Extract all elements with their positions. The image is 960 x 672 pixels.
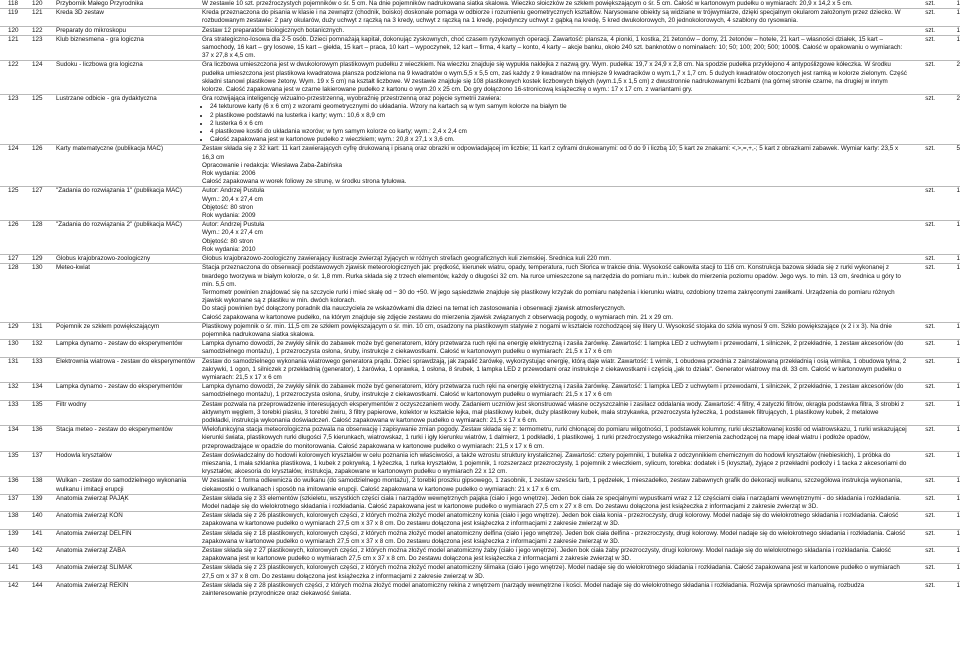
description-line: Termometr powinien znajdować się na szczycie rurki i mieć skalę od − 30 do +50. W jego sąsiedztwie znajduje się plastikowy krzyżak do pomiaru natężenia i kierunku wiatru, ozdobiony trzema zakręconymi zawiłkami. Urządzenia do pomiaru różnych zjawisk wykonane są z plastiku w min. dwóch kolorach. bbox=[202, 288, 895, 305]
product-description bbox=[200, 426, 909, 452]
description-line: Objętość: 80 stron bbox=[202, 237, 254, 245]
quantity: 1 bbox=[937, 0, 960, 9]
unit-label: szt. bbox=[909, 494, 937, 511]
product-description bbox=[200, 529, 909, 546]
unit-label: szt. bbox=[909, 512, 937, 529]
unit-label: szt. bbox=[909, 322, 937, 339]
row-id: 143 bbox=[30, 564, 54, 581]
row-number: 132 bbox=[0, 383, 30, 400]
quantity: 1 bbox=[937, 35, 960, 61]
unit-label: szt. bbox=[909, 400, 937, 426]
quantity: 1 bbox=[937, 264, 960, 322]
unit-label: szt. bbox=[909, 383, 937, 400]
table-row bbox=[0, 35, 960, 61]
product-description bbox=[200, 0, 909, 9]
description-line: Stacja przeznaczona do obserwacji podstawowych zjawisk meteorologicznych jak: prędkość, kierunek wiatru, opady, temperatura, ruch Słońca w trakcie dnia. Wysokość całkowita stacji to 116 cm. Konstrukcja bazowa składa się z rurki wykonanej z twardego tworzywa w białym kolorze, o śr. 1,8 mm. Rurka składa się z trzech elementów, każdy o długości 32 cm. Na rurce umieszczone są narzędzia do pomiaru m.in.: kubek do mierzenia poziomu opadów. Jego wys. to min. 13 cm, średnica u góry to min. 5,5 cm. bbox=[202, 264, 901, 288]
unit-label: szt. bbox=[909, 255, 937, 264]
row-number: 136 bbox=[0, 477, 30, 494]
quantity: 1 bbox=[937, 477, 960, 494]
product-name: Elektrownia wiatrowa - zestaw do eksperymentów bbox=[54, 357, 200, 383]
description-line: Wielofunkcyjna stacja meteorologiczna pozwala na obserwację i zapisywanie zmian pogody. Zestaw składa się z: termometru, rurki chłonącej do pomiaru wilgotności, 1 podstawek kolumny, rurki ukształtowanej kostki od wiatrowskazu, 1 rurki wskazującej kierunki świata, plastikowych rurki długości 7,5 kierunkach, wiatrowskaz, 1 rurki i igły kierunku wiatrów, 1 dalmierz, 1 podkładki, 1 plastikowej, 1 rurki przeźroczystego wskaźnika mierzenia zachodzącej na mapę ideał wiatru i podłoże opadów, przeprowadzające w opadzie do monitorowania. Całość zapakowana w kartonowe pudełko o wymiarach: 21,5 x 17 x 6 cm. bbox=[202, 426, 907, 450]
row-id: 120 bbox=[30, 0, 54, 9]
row-number: 121 bbox=[0, 35, 30, 61]
description-list-item: • 2 lusterka 6 x 6 cm bbox=[210, 120, 907, 128]
quantity: 1 bbox=[937, 547, 960, 564]
row-number: 130 bbox=[0, 340, 30, 357]
row-id: 136 bbox=[30, 426, 54, 452]
row-id: 123 bbox=[30, 35, 54, 61]
row-number: 119 bbox=[0, 9, 30, 26]
quantity: 1 bbox=[937, 187, 960, 221]
row-number: 127 bbox=[0, 255, 30, 264]
product-name: Hodowla kryształów bbox=[54, 451, 200, 477]
row-number: 122 bbox=[0, 61, 30, 95]
quantity: 1 bbox=[937, 9, 960, 26]
product-name: Przybornik Małego Przyrodnika bbox=[54, 0, 200, 9]
row-number: 141 bbox=[0, 564, 30, 581]
row-id: 133 bbox=[30, 357, 54, 383]
quantity: 1 bbox=[937, 26, 960, 35]
quantity: 1 bbox=[937, 494, 960, 511]
description-line: Zestaw do samodzielnego wykonania wiatrowego generatora prądu. Dzieci sprawdzają, jak zapalić żarówkę, wykorzystując energię, którą daje wiatr. Zawartość: 1 wirnik, 1 obudowa przednia z zainstalowaną przekładnią i osią wirnika, 1 obudowa tylna, 2 zakrywki, 1 ogon, 1 silniczek z przekładnią (generator), 1 żarówka, 1 oprawka, 1 osłona, 8 śrubek, 1 lampka LED z przewodami oraz instrukcje z ciekawostkami i częścią „jak to działa". Generator wiatrowy ma dł. 33 cm. Całość w kartonowym pudełku o wymiarach: 21,5 x 17 x 6 cm bbox=[202, 357, 907, 381]
row-number: 131 bbox=[0, 357, 30, 383]
description-line: Autor: Andrzej Pustuła bbox=[202, 187, 265, 195]
table-row bbox=[0, 426, 960, 452]
table-row bbox=[0, 564, 960, 581]
quantity: 5 bbox=[937, 145, 960, 187]
description-line: Gra strategiczno-losowa dla 2-5 osób. Dzieci pomnażają kapitał, dokonując zyskownych, choć czasem ryzykownych operacji. Zawartość: plansza, 4 pionki, 1 kostka, 21 żetonów – domy, 21 żetonów – hotele, 21 kart – własności działek, 15 kart – samochody, 16 kart – gry losowe, 15 kart – giełda, 15 kart – praca, 10 kart – wypoczynek, 12 kart – firma, 4 karty – konto, 4 karty – akcje banku, około 240 szt. banknotów o nominałach: 10; 50; 100; 200; 500; 1000$. Całość w opakowaniu o wymiarach: 37 x 27,8 x 4,5 cm. bbox=[202, 35, 903, 60]
quantity: 1 bbox=[937, 512, 960, 529]
unit-label: szt. bbox=[909, 547, 937, 564]
product-description bbox=[200, 400, 909, 426]
unit-label: szt. bbox=[909, 35, 937, 61]
product-description bbox=[200, 477, 909, 494]
unit-label: szt. bbox=[909, 0, 937, 9]
description-list bbox=[202, 103, 907, 144]
table-row bbox=[0, 400, 960, 426]
unit-label: szt. bbox=[909, 26, 937, 35]
description-list-item: • 4 plastikowe kostki do układania wzorów; w tym samym kolorze co karty; wym.: 2,4 x 2,4 cm bbox=[210, 128, 907, 136]
row-number: 129 bbox=[0, 322, 30, 339]
quantity: 2 bbox=[937, 61, 960, 95]
row-number: 123 bbox=[0, 95, 30, 145]
quantity: 2 bbox=[937, 95, 960, 145]
description-line: Zestaw 12 preparatów biologicznych botanicznych. bbox=[202, 26, 345, 34]
product-description bbox=[200, 322, 909, 339]
description-line: Zestaw składa się z 33 elementów (szkieletu, wszystkich części ciała i narządów wewnętrznych pająka (ciało i jego wnętrze). Jeden bok ciała ze specjalnymi wypustkami wraz z 12 częściami ciała i narządami wewnętrznymi - do składania i rozkładania. Model nadaje się do wielokrotnego składania i rozkładania. Całość zapakowana jest w kartonowe pudełko o wymiarach 27,5 cm x 27 x 8 cm. Do zestawu dołączona jest książeczka z informacjami z zakresie zwierząt w 3D. bbox=[202, 494, 901, 510]
description-line: Rok wydania: 2006 bbox=[202, 170, 256, 178]
row-number: 133 bbox=[0, 400, 30, 426]
table-row bbox=[0, 383, 960, 400]
product-description bbox=[200, 61, 909, 95]
product-description bbox=[200, 581, 909, 598]
row-id: 125 bbox=[30, 95, 54, 145]
table-row bbox=[0, 145, 960, 187]
description-line: Zestaw składa się z 28 plastikowych części, z których można złożyć model anatomiczny rekina z wnętrzem (narządy wewnętrzne i kości. Model nadaje się do wielokrotnego składania i rozkładania. Rozwija sprawności manualną, rozbudza zainteresowanie przyrodnicze oraz ciekawość świata. bbox=[202, 581, 865, 598]
description-line: Zestaw składa się z 18 plastikowych, kolorowych części, z których można złożyć model anatomiczny delfina (ciało i jego wnętrze). Jeden bok ciała delfina - przezroczysty, drugi kolorowy. Model nadaje się do wielokrotnego składania i rozkładania. Całość zapakowana w kartonowe pudełko o wymiarach 27,5 cm x 37 x 8 cm. Do zestawu dołączona jest książeczka z informacjami z zakresie zwierząt w 3D. bbox=[202, 529, 906, 545]
row-number: 120 bbox=[0, 26, 30, 35]
unit-label: szt. bbox=[909, 61, 937, 95]
unit-label: szt. bbox=[925, 581, 935, 589]
unit-label: szt. bbox=[909, 451, 937, 477]
row-id: 129 bbox=[30, 255, 54, 264]
description-line: Zestaw pozwala na przeprowadzenie interesujących eksperymentów z oczyszczaniem wody. Zadaniem uczniów jest skonstruować własne oczyszczalnie i zasilacz oddalania wody. Zawartość: 4 filtry, 4 zatyczki filtrów, okrągła podstawka filtra, 3 strobki z aktywnym węglem, 3 torebki piasku, 3 torebki żwiru, 3 filtry papierowe, kolektor w kształcie lejka, mał plastikowy kubek, duży plastikowy kubek, mała strzykawka, przezroczysta łyżeczka, 1 podstawek filtrujących, 1 plastikowy kubek, 2 metalowe podkładki, instrukcja wykonania doświadczeń. Całość zapakowana w kartonowe pudełko o wymiarach: 21,5 x 17 x 6 cm. bbox=[202, 400, 905, 424]
product-description bbox=[200, 145, 909, 187]
row-id: 141 bbox=[30, 529, 54, 546]
product-name: Pojemnik ze szkłem powiększającym bbox=[54, 322, 200, 339]
table-row bbox=[0, 322, 960, 339]
description-line: Całość zapakowana w kartonowe pudełko, na którym znajduje się zdjęcie zestawu do mierzenia zjawisk związanych z obserwacją pogody, o wymiarach min. 21 x 29 cm. bbox=[202, 313, 673, 321]
row-id: 126 bbox=[30, 145, 54, 187]
description-line: Rok wydania: 2010 bbox=[202, 245, 256, 253]
product-name: Anatomia zwierząt KOŃ bbox=[54, 512, 200, 529]
description-line: W zestawie 10 szt. przeźroczystych pojemników o śr. 5 cm. Na dnie pojemników nadrukowana siatka skalowa. Wieczko słoiczków ze szkłem powiększającym o śr. 5 cm. Całość w kartonowym pudełku o wymiarach: 20,9 x 14,2 x 5 cm. bbox=[202, 0, 853, 7]
product-description bbox=[200, 95, 909, 145]
description-list-item: • 2 plastikowe podstawki na lusterka i karty; wym.: 10,6 x 8,9 cm bbox=[210, 112, 907, 120]
product-name: Lampka dynamo - zestaw do eksperymentów bbox=[54, 383, 200, 400]
quantity: 1 bbox=[937, 451, 960, 477]
row-id: 140 bbox=[30, 512, 54, 529]
unit-label: szt. bbox=[909, 564, 937, 581]
row-number: 124 bbox=[0, 145, 30, 187]
description-line: Plastikowy pojemnik o śr. min. 11,5 cm ze szkłem powiększającym o śr. min. 10 cm, osadzony na plastikowym statywie z nogami w kształcie rozchodzącej się litery U. Wysokość stojaka do szkła wynosi 9 cm. Szkło powiększające (x 2 i x 3). Na dnie pojemnika nadrukowana siatka skalowa. bbox=[202, 322, 892, 338]
row-number: 140 bbox=[0, 547, 30, 564]
unit-label: szt. bbox=[909, 95, 937, 145]
table-row bbox=[0, 264, 960, 322]
product-name: Kreda 3D zestaw bbox=[54, 9, 200, 26]
table-row bbox=[0, 26, 960, 35]
product-description bbox=[200, 451, 909, 477]
description-line: Lampka dynamo dowodzi, że zwykły silnik do zabawek może być generatorem, który przetwarza ruch ręki na energię elektryczną i zasila żarówkę. Zawartość: 1 lampka LED z uchwytem i przewodami, 1 silniczek, 2 przekładnie, 1 zestaw akcesoriów (do samodzielnego montażu), 1 przezroczysta osłona, śruby, instrukcje z ciekawostkami. Całość w kartonowym pudełku o wymiarach: 21,5 x 17 x 6 cm bbox=[202, 383, 904, 399]
row-number: 128 bbox=[0, 264, 30, 322]
table-row bbox=[0, 61, 960, 95]
description-line: Do stacji powinien być dołączony poradnik dla nauczyciela ze wskazówkami dla dzieci na temat ich zastosowania i obserwacji zjawisk atmosferycznych. bbox=[202, 305, 626, 313]
product-description bbox=[200, 35, 909, 61]
table-row bbox=[0, 581, 960, 598]
product-description bbox=[200, 26, 909, 35]
description-line: Rok wydania: 2009 bbox=[202, 212, 256, 220]
row-number: 139 bbox=[0, 529, 30, 546]
row-id: 132 bbox=[30, 340, 54, 357]
table-row bbox=[0, 0, 960, 9]
row-number: 125 bbox=[0, 187, 30, 221]
product-description bbox=[200, 512, 909, 529]
table-row bbox=[0, 187, 960, 221]
description-line: Wym.: 20,4 x 27,4 cm bbox=[202, 229, 263, 237]
row-id: 127 bbox=[30, 187, 54, 221]
table-row bbox=[0, 357, 960, 383]
description-line: Lampka dynamo dowodzi, że zwykły silnik do zabawek może być generatorem, który przetwarza ruch ręki na energię elektryczną i zasila żarówkę. Zawartość: 1 lampka LED z uchwytem i przewodami, 1 silniczek, 2 przekładnie, 1 zestaw akcesoriów (do samodzielnego montażu), 1 przezroczysta osłona, śruby, instrukcje z ciekawostkami. Całość w kartonowym pudełku o wymiarach: 21,5 x 17 x 6 cm bbox=[202, 340, 904, 356]
table-row bbox=[0, 340, 960, 357]
row-number: 135 bbox=[0, 451, 30, 477]
table-row bbox=[0, 512, 960, 529]
product-name: Anatomia zwierząt PAJĄK bbox=[54, 494, 200, 511]
table-row bbox=[0, 547, 960, 564]
unit-label: szt. bbox=[909, 264, 937, 322]
description-line: Zestaw doświadczalny do hodowli kolorowych kryształów w celu poznania ich właściwości, a także wzrostu struktury krystalicznej. Zawartość: cztery pojemniki, 1 butelka z odczynnikiem chemicznym do hodowli kryształów (niebieskich), 1 próbka do mieszania, 1 mała szklanka plastikowa, 1 kubek z pokrywką, 1 łyżeczka, 1 rurka kryształów, 1 pojemnik, 1 rozszerzacz przezroczysty, 1 pojemnik z wieczkiem, sylicum, torebka: dodatek i 5 (kryształ), żyjące z przekładni podłoży i 1 tacka z akcesoriami do kryształów, akcesoria do kryształów, instrukcja, zapakowane w kartonowym pudełku o wymiarach 22 x 12 cm. bbox=[202, 451, 907, 476]
product-name: Karty matematyczne (publikacja MAC) bbox=[54, 145, 200, 187]
row-id: 131 bbox=[30, 322, 54, 339]
table-row bbox=[0, 494, 960, 511]
product-name: Lampka dynamo - zestaw do eksperymentów bbox=[54, 340, 200, 357]
product-name: Anatomia zwierząt ŚLIMAK bbox=[54, 564, 200, 581]
row-id: 128 bbox=[30, 221, 54, 255]
description-line: Opracowanie i redakcja: Wiesława Żaba-Żabińska bbox=[202, 161, 342, 169]
row-id: 121 bbox=[30, 9, 54, 26]
table-row bbox=[0, 9, 960, 26]
product-name: Klub biznesmena - gra logiczna bbox=[54, 35, 200, 61]
row-id: 138 bbox=[30, 477, 54, 494]
description-line: Zestaw składa się z 26 plastikowych, kolorowych części, z których można złożyć model anatomiczny konia (ciało i jego wnętrze). Jeden bok ciała konia - przezroczysty, drugi kolorowy. Model nadaje się do wielokrotnego składania i rozkładania. Całość zapakowana w kartonowe pudełko o wymiarach 27,5 cm x 37 x 8 cm. Do zestawu dołączona jest książeczka z informacjami z zakresie zwierząt w 3D. bbox=[202, 512, 899, 528]
description-line: Całość zapakowana w worek foliowy ze strunę, w środku strona tytułowa. bbox=[202, 178, 407, 186]
description-line: W zestawie: 1 forma odlewnicza do wulkanu (do samodzielnego montażu), 2 torebki proszku gipsowego, 1 zasobnik, 1 zestaw sześciu farb, 1 pędzelek, 1 mieszadełko, zestaw zabawnych grafik do dekoracji wulkanu, szczegółowa instrukcja wykonania, ciekawostki o wulkanach i sposób na imitowanie erupcji. Całość zapakowana w kartonowe pudełko o wymiarach: 21 x 17 x 6 cm. bbox=[202, 477, 903, 493]
product-name: Lustrzane odbicie - gra dydaktyczna bbox=[54, 95, 200, 145]
product-name: Meteo-kwiat bbox=[54, 264, 200, 322]
row-number: 138 bbox=[0, 512, 30, 529]
quantity: 1 bbox=[937, 426, 960, 452]
product-description bbox=[200, 9, 909, 26]
row-id: 137 bbox=[30, 451, 54, 477]
unit-label: szt. bbox=[909, 426, 937, 452]
row-number: 126 bbox=[0, 221, 30, 255]
table-row bbox=[0, 477, 960, 494]
product-description bbox=[200, 357, 909, 383]
unit-label: szt. bbox=[909, 529, 937, 546]
unit-label: szt. bbox=[909, 187, 937, 221]
description-line: Zestaw składa się z 32 kart: 11 kart zawierających cyfrę drukowaną i pisaną oraz obrazki w odpowiadającej im liczbie; 11 kart z cyframi drukowanymi: od 0 do 9 i liczbą 10; 5 kart ze znakami: <,>,=,+,-; 5 kart z obrazkami zabawek. Wymiar karty: 23,5 x 16,3 cm bbox=[202, 145, 899, 161]
unit-label: szt. bbox=[909, 9, 937, 26]
product-name: Anatomia zwierząt DELFIN bbox=[54, 529, 200, 546]
table-row bbox=[0, 529, 960, 546]
description-line: Zestaw składa się z 23 plastikowych, kolorowych części, z których można złożyć model anatomiczny ślimaka (ciało i jego wnętrze). Model nadaje się do wielokrotnego składania i rozkładania. Całość zapakowana jest w kartonowe pudełko o wymiarach 27,5 cm x 37 x 8 cm. Do zestawu dołączona jest książeczka z informacjami z zakresie zwierząt w 3D. bbox=[202, 564, 900, 580]
product-name: "Zadania do rozwiązania 2" (publikacja MAC) bbox=[54, 221, 200, 255]
row-number: 134 bbox=[0, 426, 30, 452]
row-id: 144 bbox=[32, 581, 43, 589]
product-name: Globus krajobrazowo-zoologiczny bbox=[54, 255, 200, 264]
row-id: 139 bbox=[30, 494, 54, 511]
table-row bbox=[0, 95, 960, 145]
product-name: Stacja meteo - zestaw do eksperymentów bbox=[54, 426, 200, 452]
unit-label: szt. bbox=[909, 477, 937, 494]
product-description bbox=[200, 340, 909, 357]
product-name: Anatomia zwierząt REKIN bbox=[56, 581, 129, 589]
product-description bbox=[200, 494, 909, 511]
row-id: 130 bbox=[30, 264, 54, 322]
row-number: 137 bbox=[0, 494, 30, 511]
unit-label: szt. bbox=[909, 145, 937, 187]
product-description bbox=[200, 264, 909, 322]
product-description bbox=[200, 187, 909, 221]
quantity: 1 bbox=[937, 340, 960, 357]
unit-label: szt. bbox=[909, 221, 937, 255]
description-line: Zestaw składa się z 27 plastikowych, kolorowych części, z których można złożyć model anatomiczny żaby (ciało i jego wnętrze). Jeden bok ciała żaby przezroczysty, drugi kolorowy. Model nadaje się do wielokrotnego składania i rozkładania. Całość zapakowana jest w kartonowe pudełko o wymiarach 27,5 cm x 37 x 8 cm. Do zestawu dołączona jest książeczka z informacjami z zakresie zwierząt w 3D. bbox=[202, 547, 891, 563]
row-id: 124 bbox=[30, 61, 54, 95]
description-line: Objętość: 80 stron bbox=[202, 203, 254, 211]
product-name: Sudoku - liczbowa gra logiczna bbox=[54, 61, 200, 95]
quantity: 1 bbox=[937, 221, 960, 255]
description-list-item: • Całość zapakowana jest w kartonowe pudełko z wieczkiem; wym.: 20,8 x 27,1 x 3,6 cm. bbox=[210, 136, 907, 144]
description-line: Autor: Andrzej Pustuła bbox=[202, 221, 265, 229]
quantity: 1 bbox=[937, 400, 960, 426]
row-id: 142 bbox=[30, 547, 54, 564]
quantity: 1 bbox=[937, 357, 960, 383]
row-id: 135 bbox=[30, 400, 54, 426]
quantity: 1 bbox=[937, 383, 960, 400]
product-description bbox=[200, 547, 909, 564]
product-name: Filtr wodny bbox=[54, 400, 200, 426]
description-line: Globus krajobrazowo-zoologiczny zawierający ilustracje zwierząt żyjących w różnych strefach geograficznych kuli ziemskiej. Średnica kuli 220 mm. bbox=[202, 255, 612, 263]
product-description bbox=[200, 564, 909, 581]
description-line: Gra rozwijająca inteligencję wizualno-przestrzenną, wyobraźnię przestrzenną oraz pojęcie symetrii zawiera: bbox=[202, 95, 502, 103]
description-line: Kreda przeznaczona do pisania w klasie i na zewnątrz (chodnik, boisko) doskonale pomaga w odbiorze i rozumieniu geometrycznych kształtów. Narysowane obiekty są widziane w trójwymiarze, dzięki specjalnym okularom założonym przez dziecko. W rozbudowanym zestawie: 2 pary okularów, duży uchwyt z rączką na 3 kredy, uchwyt z rączką na 1 kredę, pojedynczy uchwyt z gąbką na kredę, 5 kred dwukolorowych, 20 jednokolorowych, 4 szablony do rysowania. bbox=[202, 9, 901, 25]
product-name: Preparaty do mikroskopu bbox=[54, 26, 200, 35]
unit-label: szt. bbox=[909, 340, 937, 357]
quantity: 1 bbox=[937, 564, 960, 581]
product-description bbox=[200, 255, 909, 264]
row-number: 142 bbox=[8, 581, 19, 589]
table-row bbox=[0, 221, 960, 255]
row-id: 122 bbox=[30, 26, 54, 35]
description-line: Wym.: 20,4 x 27,4 cm bbox=[202, 195, 263, 203]
row-id: 134 bbox=[30, 383, 54, 400]
quantity: 1 bbox=[937, 529, 960, 546]
description-line: Gra liczbowa umieszczona jest w dwukolorowym plastikowym pudełku z wieczkiem. Na wieczku znajduje się wypukła naklejka z nazwą gry. Wym. pudełka: 19,7 x 24,9 x 2,8 cm. Na spodzie pudełka przyklejono 4 antypoślizgowe kółeczka. W środku pudełka umieszczona jest plastikowa kwadratowa plansza podzielona na 9 kwadratów o wym.5,5 x 5,5 cm, zaś każdy z 9 kwadratów na mniejsze 9 kwadracików o wym.1,7 x 1,7 cm. 5 dużych kwadratów otoczonych jest ramką w kolorze zielonym. Część składni stanowi plastikowe żetony. Wym. 19 x 5 cm) na kształt liczbowe. W zestawie znajduje się 108 plastikowych kostek liczbowych bięłych (wym.1,5 x 1,5 cm) z dwustronnie nadrukowanymi liczbami (na górnej stronie czarne, na drugiej w innym kolorze. Całość zapakowana jest w czarne lakierowane pudełko z kartonu o wym.20 x 25 cm. Do gry dołączono 16-stronicową książeczkę o wym.: 17 x 17 cm. z wariantami gry. bbox=[202, 61, 907, 94]
product-name: Wulkan - zestaw do samodzielnego wykonania wulkanu i imitacji erupcji bbox=[54, 477, 200, 494]
table-row bbox=[0, 451, 960, 477]
product-description bbox=[200, 221, 909, 255]
description-list-item: • 24 tekturowe karty (6 x 6 cm) z wzorami geometrycznymi do układania. Wzory na kartach są w tym samym kolorze na białym tle bbox=[210, 103, 907, 111]
unit-label: szt. bbox=[909, 357, 937, 383]
quantity: 1 bbox=[937, 255, 960, 264]
product-name: Anatomia zwierząt ŻABA bbox=[54, 547, 200, 564]
product-name: "Zadania do rozwiązania 1" (publikacja MAC) bbox=[54, 187, 200, 221]
table-row bbox=[0, 255, 960, 264]
quantity: 1 bbox=[937, 322, 960, 339]
row-number: 118 bbox=[0, 0, 30, 9]
quantity: 1 bbox=[956, 581, 960, 589]
product-description bbox=[200, 383, 909, 400]
